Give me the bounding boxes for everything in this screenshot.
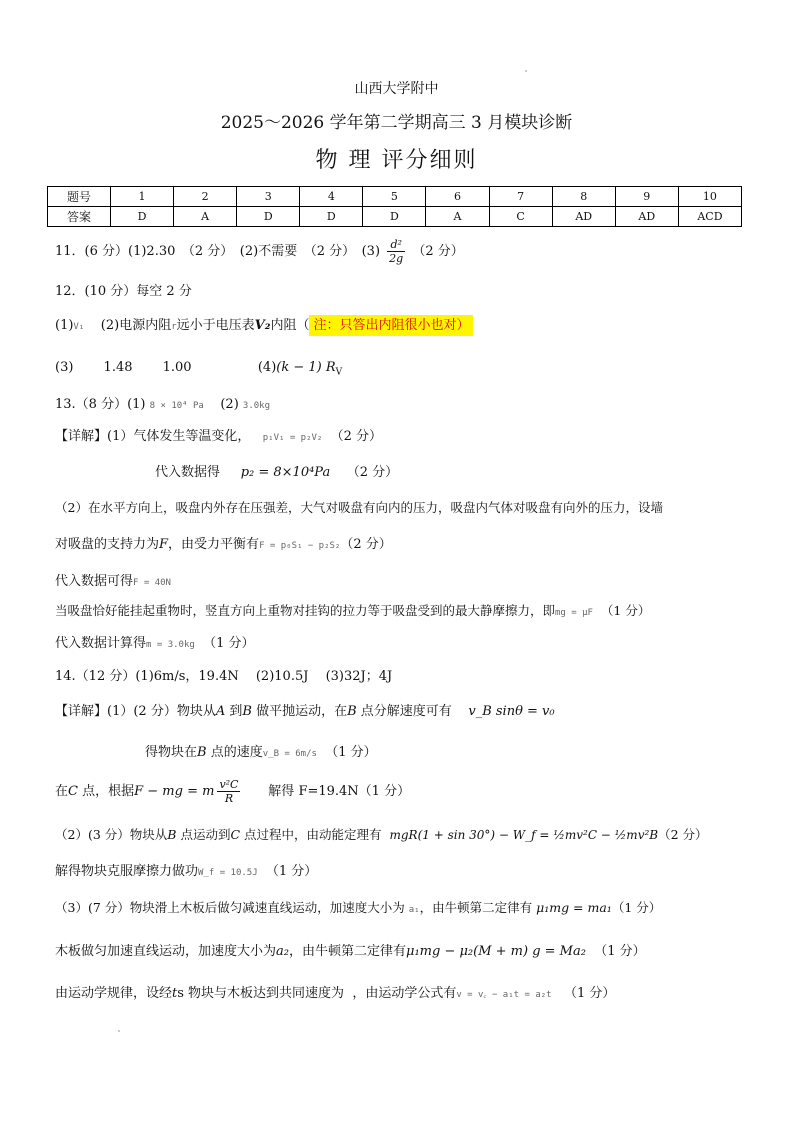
table-cell: 9 — [615, 187, 678, 207]
q14-e2-text: 得物块在 — [145, 745, 198, 760]
q14-detail-8 — [55, 982, 615, 1001]
q14-e3-fraction — [217, 778, 240, 805]
q12-part1: (1) — [55, 318, 74, 333]
q13-detail-2 — [155, 461, 398, 480]
table-cell: 7 — [489, 187, 552, 207]
q14-e8-text-c: ，由运动学公式有 — [352, 986, 457, 1001]
q13-detail-5 — [55, 570, 171, 589]
q13-d6-text: 当吸盘恰好能挂起重物时，竖直方向上重物对挂钩的拉力等于吸盘受到的最大静摩擦力，即 — [55, 603, 556, 618]
q12-part4: 内阻（ — [270, 318, 310, 333]
table-cell: C — [489, 207, 552, 227]
q14-e1-text: 【详解】(1）(2 分）物块从 — [55, 704, 216, 719]
q14-point-C: C — [68, 784, 78, 799]
q14-e2-score: （1 分） — [325, 745, 377, 760]
q13-ans2: 3.0kg — [242, 401, 271, 411]
table-row-answers — [48, 207, 742, 227]
q13-title-a: 13.（8 分）(1) — [55, 397, 146, 412]
q14-e5-score: （1 分） — [265, 864, 318, 879]
q13-detail-3: （2）在水平方向上，吸盘内外存在压强差，大气对吸盘有向内的压力，吸盘内气体对吸盘有向外的压力，设墙 — [55, 500, 663, 515]
q13-d6-score: （1 分） — [600, 603, 651, 618]
table-cell: 10 — [678, 187, 741, 207]
q14-e8-t: t — [172, 986, 178, 1001]
q13-d2-eq: p₂ = 8×10⁴Pa — [240, 465, 331, 480]
table-cell: AD — [552, 207, 615, 227]
q14-e8-eq: v = v꜀ − a₁t = a₂t — [456, 990, 552, 1000]
q14-e5-text: 解得物块克服摩擦力做功 — [55, 864, 199, 879]
q14-e4-eq: mgR(1 + sin 30°) − W_f = ½mv²C − ½mv²B — [389, 828, 659, 842]
q12-v2: V₂ — [254, 318, 271, 333]
q14-e3-frac-den: R — [224, 792, 234, 805]
q14-e3-text-b: 点，根据 — [82, 784, 135, 799]
q11-fraction — [387, 238, 405, 265]
q14-detail-5 — [55, 860, 317, 879]
q13-d1-eq: p₁V₁ = p₂V₂ — [262, 433, 323, 443]
q12-r: r — [171, 322, 177, 332]
q13-d4-score: （2 分） — [340, 537, 392, 552]
q13-ans1: 8 × 10⁴ Pa — [149, 401, 204, 411]
table-row-numbers — [48, 187, 742, 207]
q14-e1-text-d: 点分解速度可有 — [360, 704, 452, 719]
table-header-cell: 题号 — [48, 187, 111, 207]
q13-d4-text: 对吸盘的支持力为 — [55, 537, 160, 552]
table-cell: D — [237, 207, 300, 227]
q14-e5-eq: W_f = 10.5J — [198, 868, 258, 878]
q14-e6-a1: a₁ — [408, 905, 420, 915]
q14-e6-text: （3）(7 分）物块滑上木板后做匀减速直线运动，加速度大小为 — [55, 900, 405, 915]
q14-e8-text: 由运动学规律，设经 — [55, 986, 173, 1001]
table-cell: 8 — [552, 187, 615, 207]
q14-detail-1 — [55, 700, 555, 719]
school-name: 山西大学附中 — [354, 81, 439, 97]
q14-e4-text-b: 点运动到 — [180, 827, 231, 842]
q13-d4-eq: F = p₀S₁ − p₂S₂ — [259, 541, 341, 551]
q12-part3-values: (3) 1.48 1.00 — [55, 360, 192, 375]
q14-point-A: A — [215, 704, 226, 719]
q14-e7-a2: a₂ — [276, 944, 289, 959]
q11-frac-den: 2g — [389, 252, 404, 265]
q13-d1-score: （2 分） — [330, 429, 383, 444]
q14-detail-6 — [55, 898, 661, 916]
q14-e2-eq: v_B = 6m/s — [262, 749, 317, 759]
q13-detail-1 — [55, 425, 382, 444]
q13-d6-eq: mg = μF — [555, 608, 593, 618]
q14-e4-C: C — [230, 827, 241, 842]
q14-detail-2 — [145, 741, 377, 760]
q14-e6-score: （1 分） — [611, 900, 662, 915]
q14-title: 14.（12 分）(1)6m/s，19.4N (2)10.5J (3)32J；4J — [55, 669, 393, 684]
q14-e4-text-c: 点过程中，由动能定理有 — [244, 827, 382, 842]
q14-e6-eq: μ₁mg = ma₁ — [536, 900, 612, 915]
table-cell: 3 — [237, 187, 300, 207]
q14-e8-text-b: s 物块与木板达到共同速度为 — [177, 986, 345, 1001]
q11-line — [55, 238, 464, 265]
q12-note-highlight: 注：只答出内阻很小也对） — [309, 315, 473, 336]
table-cell: ACD — [678, 207, 741, 227]
q14-e1-text-c: 做平抛运动，在 — [256, 704, 348, 719]
q14-detail-3 — [55, 778, 410, 805]
q13-detail-7 — [55, 632, 254, 651]
q13-d2-score: （2 分） — [346, 465, 399, 480]
q14-detail-4 — [55, 825, 708, 843]
q14-e4-text: （2）(3 分）物块从 — [55, 827, 168, 842]
answer-table — [47, 186, 742, 227]
q13-d7-score: （1 分） — [203, 636, 255, 651]
table-cell: D — [300, 207, 363, 227]
q12-line2 — [55, 314, 473, 333]
q12-expr: (k − 1) R — [276, 360, 336, 375]
q13-d1-text: 【详解】(1）气体发生等温变化， — [55, 429, 251, 444]
q13-detail-6 — [55, 601, 650, 619]
q14-e7-text-b: ，由牛顿第二定律有 — [288, 944, 406, 959]
table-cell: 4 — [300, 187, 363, 207]
exam-title: 2025～2026 学年第二学期高三 3 月模块诊断 — [220, 113, 573, 133]
q13-d7-eq: m = 3.0kg — [146, 640, 195, 650]
q13-d5-eq: F = 40N — [133, 578, 171, 588]
table-cell: 1 — [111, 187, 174, 207]
q12-part4-label: (4) — [257, 360, 277, 375]
q11-score: （2 分） — [412, 244, 464, 259]
q14-e7-score: （1 分） — [594, 944, 646, 959]
q14-e2-text-b: 点的速度 — [210, 745, 263, 760]
q14-e4-score: （2 分） — [658, 827, 708, 842]
q14-e3-frac-num: v²C — [219, 778, 239, 791]
q14-e3-solve: 解得 — [268, 784, 295, 799]
q13-title-b: (2) — [220, 397, 239, 412]
subject-title: 物 理 评分细则 — [315, 148, 478, 173]
q14-e7-text: 木板做匀加速直线运动，加速度大小为 — [55, 944, 277, 959]
q13-d7-text: 代入数据计算得 — [55, 636, 147, 651]
q12-v1: V₁ — [73, 322, 85, 332]
q11-text: 11．(6 分）(1)2.30 （2 分） (2)不需要 （2 分） (3) — [55, 244, 381, 259]
table-cell: AD — [615, 207, 678, 227]
table-cell: D — [363, 207, 426, 227]
q13-d5-text: 代入数据可得 — [55, 574, 134, 589]
table-cell: A — [426, 207, 489, 227]
table-cell: A — [174, 207, 237, 227]
q14-e3-eq: F − mg = m — [134, 784, 215, 799]
table-cell: 2 — [174, 187, 237, 207]
table-cell: D — [111, 207, 174, 227]
q13-d4-text-b: ，由受力平衡有 — [168, 537, 260, 552]
table-cell: 6 — [426, 187, 489, 207]
q13-title — [55, 393, 270, 412]
q14-e2-B: B — [197, 745, 207, 760]
q14-point-B: B — [242, 704, 252, 719]
table-header-cell: 答案 — [48, 207, 111, 227]
q14-e1-eq: v_B sinθ = v₀ — [468, 704, 555, 719]
scan-speck — [525, 70, 527, 72]
q14-detail-7 — [55, 940, 646, 959]
q12-expr-sub: V — [335, 367, 343, 378]
q12-part3: 远小于电压表 — [176, 318, 255, 333]
q14-point-B2: B — [347, 704, 357, 719]
q13-d4-F: F — [159, 537, 169, 552]
q14-e3-result: F=19.4N（1 分） — [298, 784, 411, 799]
scan-speck — [118, 1030, 120, 1032]
q13-detail-4 — [55, 533, 392, 552]
q14-e3-text: 在 — [55, 784, 69, 799]
q14-e4-B: B — [167, 827, 177, 842]
q12-part2: (2)电源内阻 — [100, 318, 172, 333]
q11-frac-num: d² — [387, 238, 405, 252]
table-cell: 5 — [363, 187, 426, 207]
q12-line3 — [55, 356, 342, 378]
q14-e7-eq: μ₁mg − μ₂(M + m) g = Ma₂ — [406, 944, 586, 959]
q12-title: 12．(10 分）每空 2 分 — [55, 284, 192, 299]
q14-e8-score: （1 分） — [563, 986, 616, 1001]
q14-e6-text-b: ，由牛顿第二定律有 — [419, 900, 533, 915]
q13-d2-text: 代入数据得 — [155, 465, 221, 480]
q14-e1-to: 到 — [229, 704, 243, 719]
